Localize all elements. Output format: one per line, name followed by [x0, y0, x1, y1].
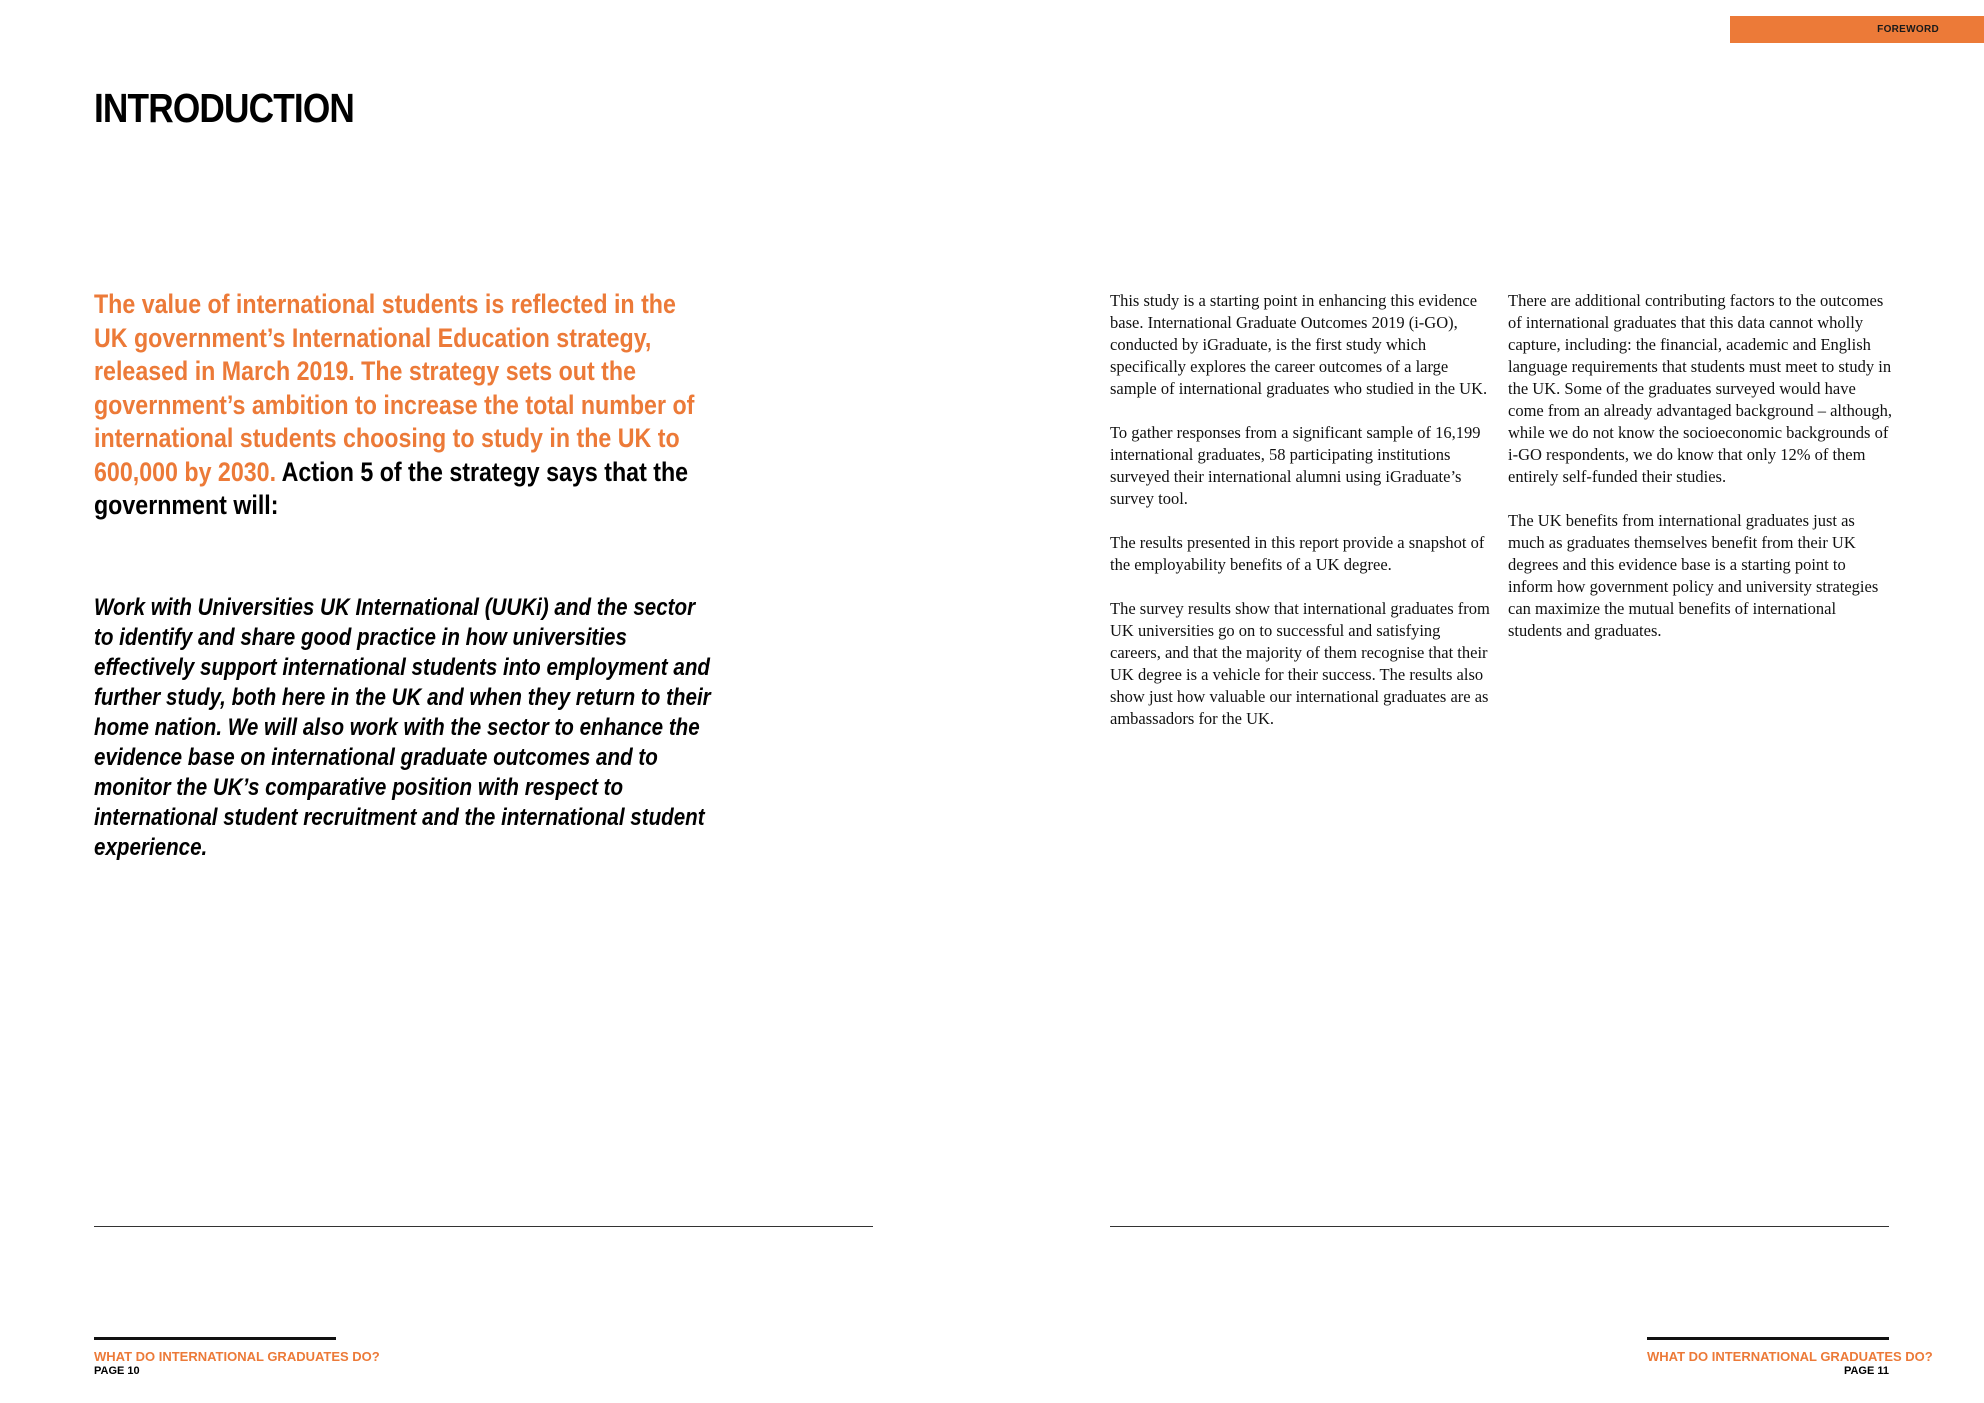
right-footer: [1647, 1337, 1933, 1378]
strategy-quote: Work with Universities UK International (UUKi) and the sector to identify and share good practice in how universities effectively support international students into employment and further study, both here in the UK and when they return to their home nation. We will also work with the sector to enhance the evidence base on international graduate outcomes and to monitor the UK’s comparative position with respect to international student recruitment and the international student experience.: [94, 594, 711, 861]
left-footer-bar: [94, 1337, 336, 1340]
right-page: [992, 0, 1984, 1403]
left-page-number: PAGE 10: [94, 1365, 140, 1377]
lead-paragraph: [94, 288, 713, 523]
lead-highlight: The value of international students is reflected in the UK government’s International Education strategy, released in March 2019. The strategy sets out the government’s ambition to increase the total number of international students choosing to study in the UK to 600,000 by 2030.: [94, 289, 695, 487]
section-tab-label: FOREWORD: [1877, 24, 1939, 35]
left-footer: [94, 1337, 380, 1378]
right-footer-bar: [1647, 1337, 1889, 1340]
body-paragraph: This study is a starting point in enhancing this evidence base. International Graduate Outcomes 2019 (i-GO), conducted by iGraduate, is the first study which specifically explores the career outcomes of a large sample of international graduates who studied in the UK.: [1110, 291, 1488, 398]
left-divider: [94, 1226, 873, 1227]
right-footer-title: WHAT DO INTERNATIONAL GRADUATES DO?: [1647, 1349, 1933, 1364]
body-column-1: [1110, 290, 1494, 752]
right-divider: [1110, 1226, 1889, 1227]
body-paragraph: To gather responses from a significant sample of 16,199 international graduates, 58 participating institutions surveyed their international alumni using iGraduate’s survey tool.: [1110, 423, 1481, 508]
body-paragraph: There are additional contributing factors to the outcomes of international graduates that this data cannot wholly capture, including: the financial, academic and English language requirements that students must meet to study in the UK. Some of the graduates surveyed would have come from an already advantaged background – although, while we do not know the socioeconomic backgrounds of i-GO respondents, we do know that only 12% of them entirely self-funded their studies.: [1508, 291, 1892, 486]
lead-continuation: Action 5 of the strategy says that the government will:: [94, 456, 689, 520]
body-paragraph: The survey results show that international graduates from UK universities go on to successful and satisfying careers, and that the majority of them recognise that their UK degree is a vehicle for their success. The results also show just how valuable our international graduates are as ambassadors for the UK.: [1110, 599, 1490, 728]
page-title: INTRODUCTION: [94, 85, 354, 131]
body-paragraph: The UK benefits from international graduates just as much as graduates themselves benefit from their UK degrees and this evidence base is a starting point to inform how government policy and university strategies can maximize the mutual benefits of international students and graduates.: [1508, 511, 1879, 640]
body-column-2: [1508, 290, 1892, 664]
section-tab: [1730, 16, 1984, 43]
body-paragraph: The results presented in this report provide a snapshot of the employability benefits of a UK degree.: [1110, 533, 1485, 574]
right-page-number: PAGE 11: [1843, 1365, 1889, 1377]
left-footer-title: WHAT DO INTERNATIONAL GRADUATES DO?: [94, 1349, 380, 1364]
